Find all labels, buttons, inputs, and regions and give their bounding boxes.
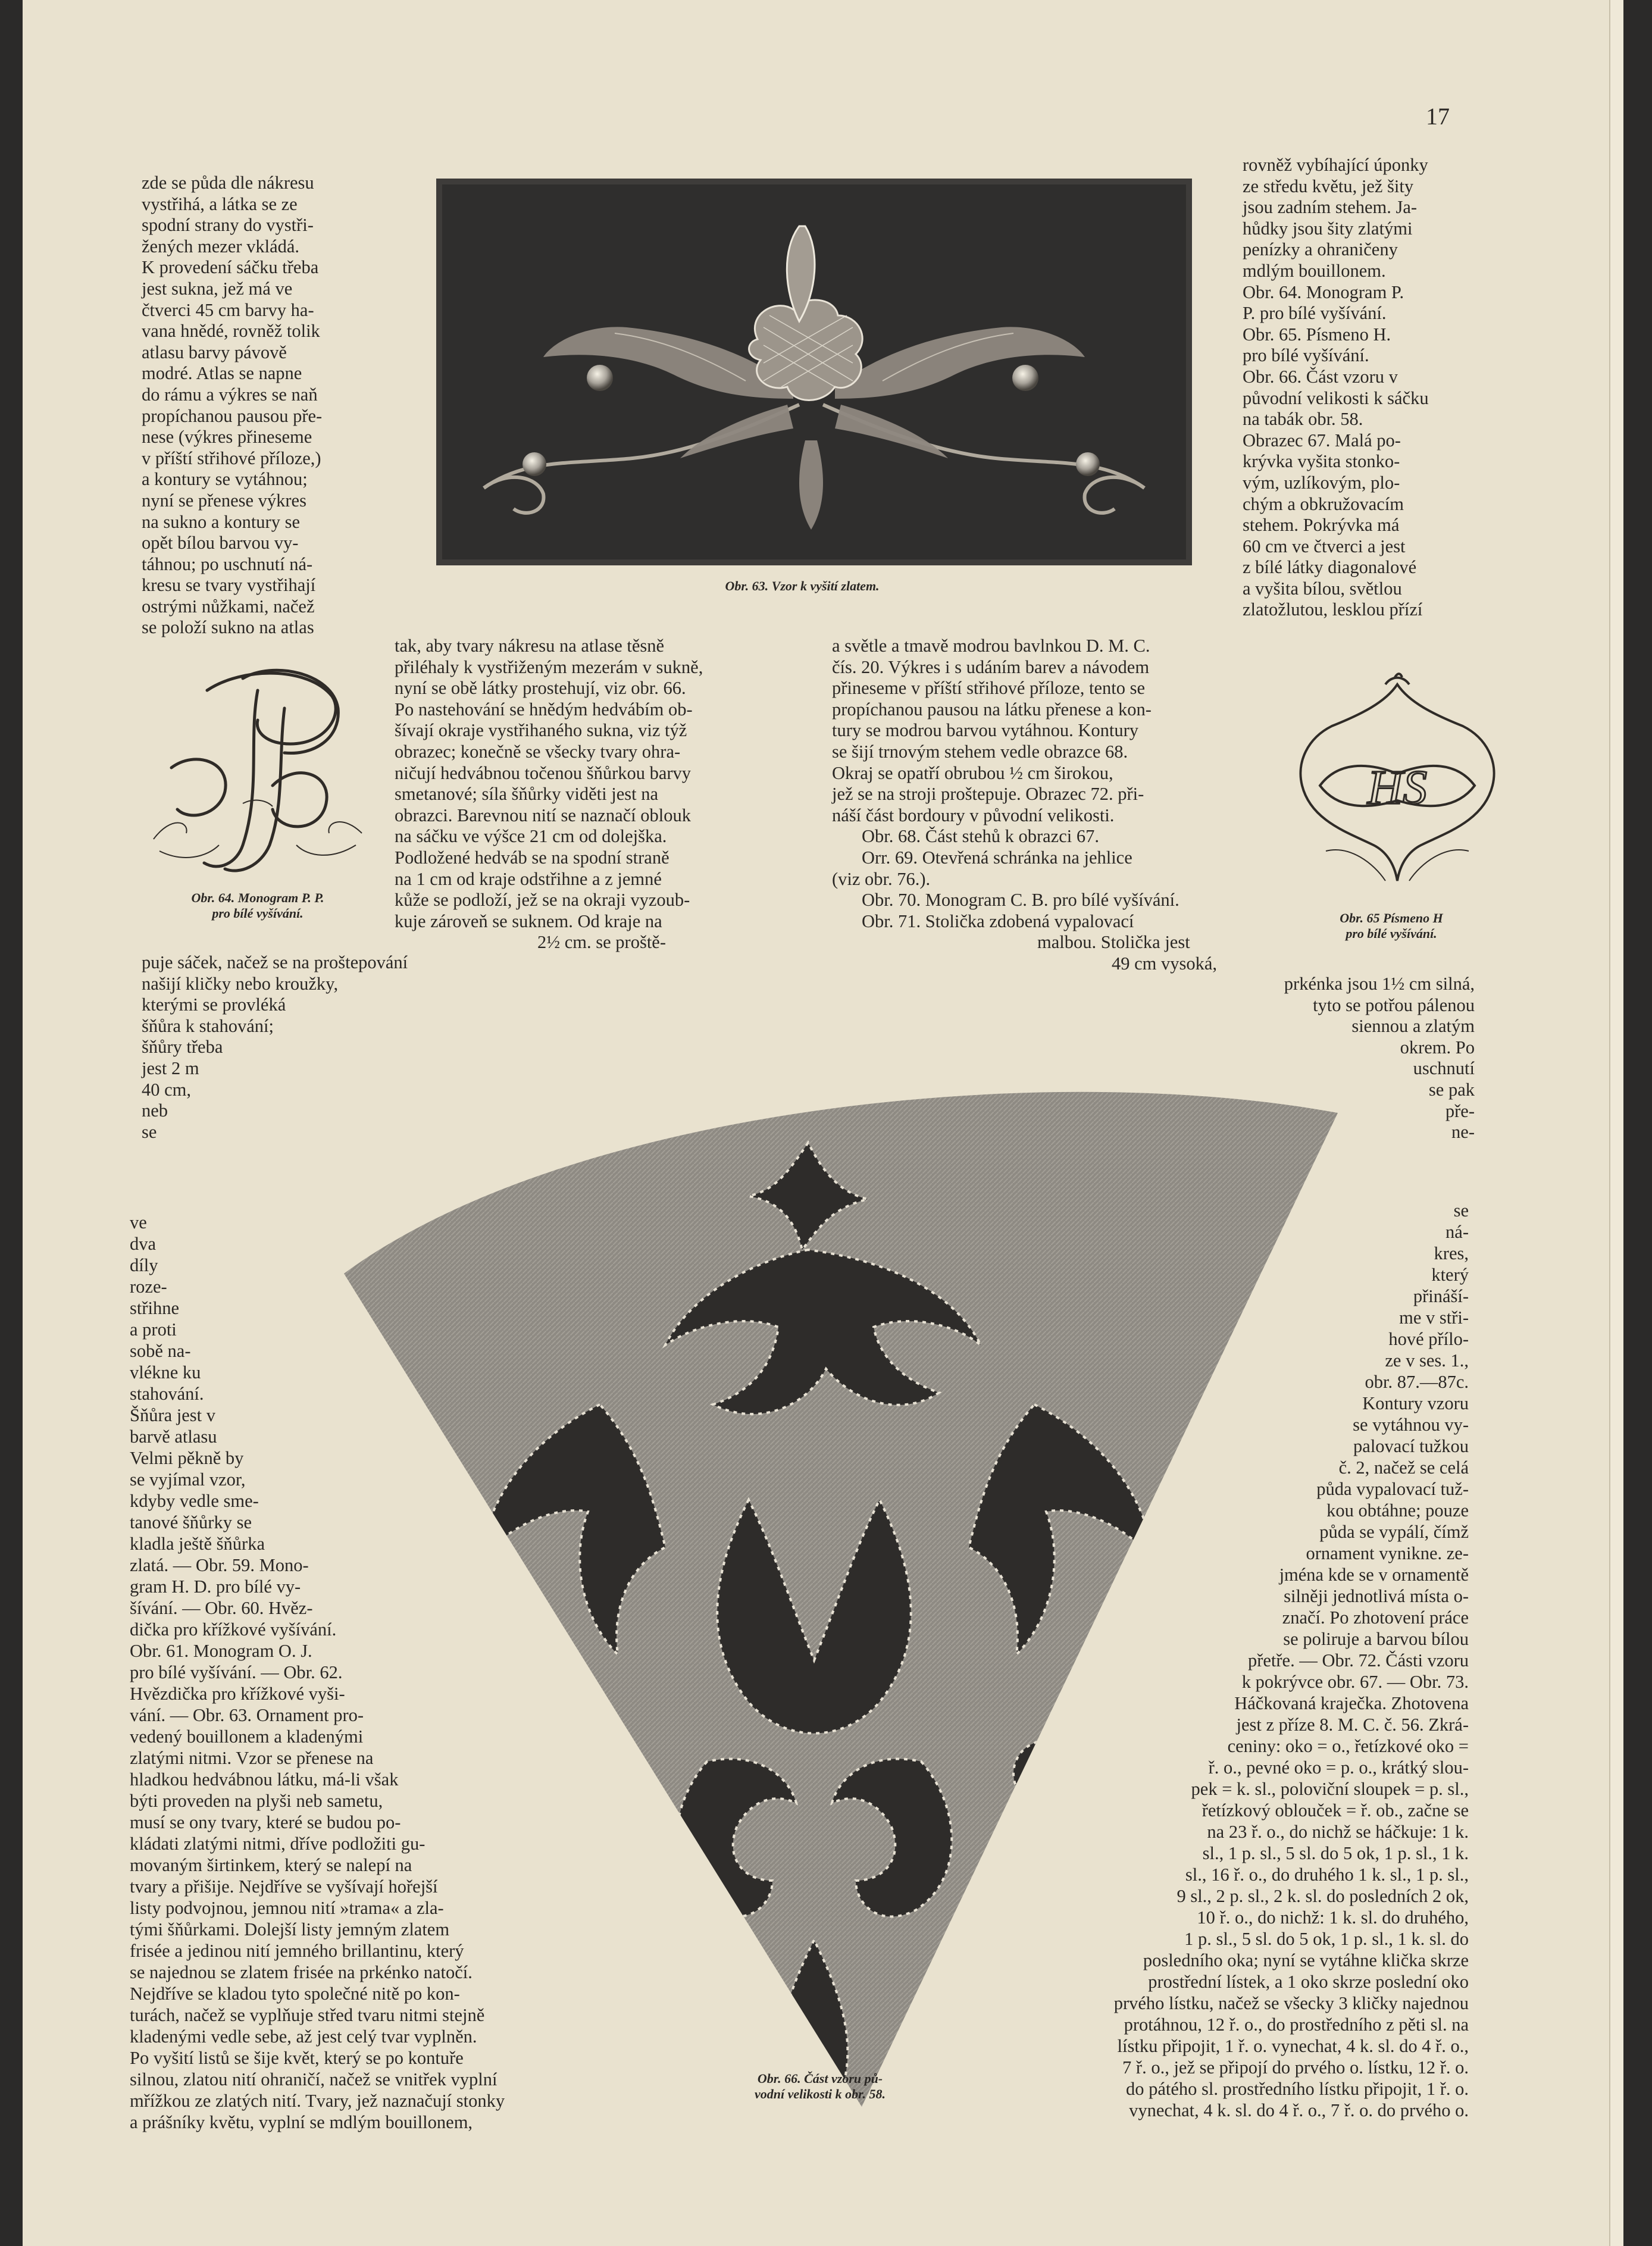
text-line: a prášníky květu, vyplní se mdlým bouillonem, bbox=[130, 2112, 473, 2132]
text-line: sl., 1 p. sl., 5 sl. do 5 ok, 1 p. sl., 1 k. bbox=[1202, 1843, 1469, 1863]
text-line: turách, načež se vyplňuje střed tvaru nitmi stejně bbox=[130, 2005, 485, 2025]
text-line: Šňůra jest v bbox=[130, 1405, 216, 1425]
text-line: vynechat, 4 k. sl. do 4 ř. o., 7 ř. o. do prvého o. bbox=[1129, 2100, 1469, 2120]
text-line: pře- bbox=[1445, 1100, 1475, 1121]
caption-line: Obr. 65 Písmeno H bbox=[1340, 911, 1443, 925]
text-line: kladla ještě šňůrka bbox=[130, 1534, 265, 1554]
text-line: zlatá. — Obr. 59. Mono- bbox=[130, 1555, 309, 1575]
text-line: střihne bbox=[130, 1298, 180, 1318]
text-line: posledního oka; nyní se vytáhne klička skrze bbox=[1143, 1950, 1469, 1970]
text-line: Obr. 70. Monogram C. B. pro bílé vyšívání. bbox=[862, 890, 1179, 911]
text-line: Okraj se opatří obrubou ½ cm širokou, bbox=[832, 762, 1113, 783]
text-line: ze v ses. 1., bbox=[1385, 1350, 1469, 1371]
text-line: na sáčku ve výšce 21 cm od dolejška. bbox=[395, 826, 667, 847]
text-line: Háčkovaná kraječka. Zhotovena bbox=[1234, 1693, 1469, 1713]
text-line: Obr. 66. Část vzoru v bbox=[1243, 366, 1398, 387]
text-line: se položí sukno na atlas bbox=[142, 617, 314, 638]
text-line: hladkou hedvábnou látku, má-li však bbox=[130, 1769, 399, 1790]
text-line: frisée a jedinou nití jemného brillantinu, který bbox=[130, 1941, 464, 1961]
page-number: 17 bbox=[1426, 103, 1450, 130]
text-line: palovací tužkou bbox=[1353, 1436, 1469, 1456]
text-line: na tabák obr. 58. bbox=[1243, 409, 1363, 430]
text-line: mřížkou ze zlatých nití. Tvary, jež naznačují stonky bbox=[130, 2091, 505, 2111]
text-line: kládati zlatými nitmi, dříve podložiti gu- bbox=[130, 1834, 425, 1854]
text-line: ve bbox=[130, 1212, 147, 1233]
text-line: ne- bbox=[1451, 1122, 1475, 1143]
text-line: 7 ř. o., jež se připojí do prvého o. lístku, 12 ř. o. bbox=[1122, 2057, 1469, 2078]
text-line: tyto se potřou pálenou bbox=[1313, 994, 1475, 1015]
text-line: ná- bbox=[1446, 1222, 1469, 1242]
text-line: šívají okraje vystřihaného sukna, viz týž bbox=[395, 720, 687, 741]
text-line: (viz obr. 76.). bbox=[832, 868, 931, 889]
text-line: Hvězdička pro křížkové vyši- bbox=[130, 1684, 345, 1704]
text-line: sl., 16 ř. o., do druhého 1 k. sl., 1 p. sl., bbox=[1185, 1865, 1469, 1885]
text-line: 60 cm ve čtverci a jest bbox=[1243, 536, 1406, 556]
text-line: jež se na stroji proštepuje. Obrazec 72. při- bbox=[832, 784, 1144, 805]
text-line: propíchanou pausou na látku přenese a kon- bbox=[832, 699, 1152, 720]
text-line: se bbox=[1453, 1200, 1469, 1221]
figure-65-caption bbox=[1272, 911, 1510, 941]
text-line: neb bbox=[142, 1100, 168, 1121]
text-line: náší část bordoury v původní velikosti. bbox=[832, 805, 1115, 825]
text-line: Podložené hedváb se na spodní straně bbox=[395, 847, 669, 868]
text-line: zlatými nitmi. Vzor se přenese na bbox=[130, 1748, 374, 1768]
text-line: zlatožlutou, lesklou přízí bbox=[1243, 599, 1423, 620]
text-line: jména kde se v ornamentě bbox=[1279, 1565, 1469, 1585]
text-line: původní velikosti k sáčku bbox=[1243, 387, 1429, 408]
text-line: nyní se přenese výkres bbox=[142, 490, 306, 511]
text-line: malbou. Stolička jest bbox=[1037, 932, 1190, 953]
text-line: půda vypalovací tuž- bbox=[1316, 1479, 1469, 1499]
text-line: se najednou se zlatem frisée na prkénko natočí. bbox=[130, 1962, 473, 1982]
text-line: prkénka jsou 1½ cm silná, bbox=[1284, 974, 1475, 994]
text-line: šňůra k stahování; bbox=[142, 1015, 274, 1036]
text-line: na 23 ř. o., do nichž se háčkuje: 1 k. bbox=[1207, 1822, 1469, 1842]
text-line: ze středu květu, jež šity bbox=[1243, 176, 1414, 196]
text-line: listy podvojnou, jemnou nití »trama« a zla- bbox=[130, 1898, 444, 1918]
text-line: Orr. 69. Otevřená schránka na jehlice bbox=[862, 847, 1132, 868]
text-line: značí. Po zhotovení práce bbox=[1282, 1607, 1469, 1628]
text-line: jest sukna, jež má ve bbox=[142, 278, 293, 299]
figure-64-caption bbox=[133, 890, 383, 921]
text-line: dička pro křížkové vyšívání. bbox=[130, 1619, 337, 1640]
text-line: opět bílou barvou vy- bbox=[142, 533, 299, 553]
text-line: tvary a přišije. Nejdříve se vyšívají hořejší bbox=[130, 1876, 438, 1897]
text-line: 1 p. sl., 5 sl. do 5 ok, 1 p. sl., 1 k. sl. do bbox=[1184, 1929, 1469, 1949]
text-column-right-bottom bbox=[987, 1200, 1469, 2121]
text-line: me v stři- bbox=[1399, 1307, 1469, 1328]
text-line: Velmi pěkně by bbox=[130, 1448, 244, 1468]
text-line: a světle a tmavě modrou bavlnkou D. M. C. bbox=[832, 636, 1150, 656]
text-line: ostrými nůžkami, načež bbox=[142, 596, 315, 617]
magazine-page bbox=[23, 0, 1623, 2246]
text-line: 49 cm vysoká, bbox=[1112, 953, 1218, 974]
caption-line: Obr. 66. Část vzoru pů- bbox=[757, 2071, 883, 2086]
text-line: a vyšita bílou, světlou bbox=[1243, 578, 1402, 599]
text-line: barvě atlasu bbox=[130, 1427, 217, 1447]
text-line: se poliruje a barvou bílou bbox=[1283, 1629, 1469, 1649]
text-line: modré. Atlas se napne bbox=[142, 363, 302, 384]
text-line: do pátého sl. prostředního lístku připojit, 1 ř. o. bbox=[1125, 2079, 1469, 2099]
text-line: Kontury vzoru bbox=[1362, 1393, 1469, 1413]
text-line: prostřední lístek, a 1 oko skrze poslední oko bbox=[1148, 1972, 1469, 1992]
text-line: gram H. D. pro bílé vy- bbox=[130, 1576, 301, 1597]
text-column-left-top bbox=[142, 173, 392, 639]
text-line: sobě na- bbox=[130, 1341, 191, 1361]
text-line: pek = k. sl., poloviční sloupek = p. sl., bbox=[1191, 1779, 1469, 1799]
text-line: k pokrývce obr. 67. — Obr. 73. bbox=[1241, 1672, 1469, 1692]
caption-line: Obr. 64. Monogram P. P. bbox=[191, 890, 324, 905]
text-line: vystřihá, a látka se ze bbox=[142, 193, 298, 214]
text-line: siennou a zlatým bbox=[1351, 1016, 1475, 1037]
text-line: tanové šňůrky se bbox=[130, 1512, 252, 1532]
text-line: řetízkový oblouček = ř. ob., začne se bbox=[1202, 1800, 1469, 1820]
text-line: zde se půda dle nákresu bbox=[142, 173, 314, 193]
text-line: přineseme v příští střihové příloze, tento se bbox=[832, 678, 1145, 699]
text-line: mdlým bouillonem. bbox=[1243, 260, 1386, 281]
text-line: jest 2 m bbox=[142, 1058, 199, 1078]
text-line: vana hnědé, rovněž tolik bbox=[142, 321, 320, 342]
text-line: jsou zadním stehem. Ja- bbox=[1243, 197, 1418, 218]
text-line: propíchanou pausou pře- bbox=[142, 405, 323, 426]
text-line: se pak bbox=[1428, 1079, 1475, 1100]
text-column-right-top bbox=[1243, 155, 1493, 621]
text-line: smetanové; síla šňůrky viděti jest na bbox=[395, 784, 659, 805]
text-line: žených mezer vkládá. bbox=[142, 236, 300, 256]
text-line: K provedení sáčku třeba bbox=[142, 257, 319, 278]
text-line: Obrazec 67. Malá po- bbox=[1243, 430, 1401, 451]
text-line: kuje zároveň se suknem. Od kraje na bbox=[395, 911, 662, 931]
text-line: 40 cm, bbox=[142, 1079, 192, 1100]
text-line: vlékne ku bbox=[130, 1362, 201, 1382]
text-line: ř. o., pevné oko = p. o., krátký slou- bbox=[1208, 1757, 1469, 1778]
text-line: se bbox=[142, 1121, 157, 1142]
text-line: Obr. 65. Písmeno H. bbox=[1243, 324, 1391, 345]
text-line: nyní se obě látky prostehují, viz obr. 66. bbox=[395, 678, 686, 699]
text-line: uschnutí bbox=[1413, 1058, 1475, 1079]
text-line: stehem. Pokrývka má bbox=[1243, 515, 1400, 536]
text-line: kres, bbox=[1434, 1243, 1469, 1263]
text-line: čís. 20. Výkres i s udáním barev a návodem bbox=[832, 656, 1150, 677]
text-line: vedený bouillonem a kladenými bbox=[130, 1726, 364, 1747]
text-line: okrem. Po bbox=[1400, 1037, 1475, 1058]
text-line: který bbox=[1431, 1265, 1469, 1285]
caption-line: vodní velikosti k obr. 58. bbox=[755, 2087, 886, 2101]
text-line: a kontury se vytáhnou; bbox=[142, 469, 308, 490]
text-line: kladenými vedle sebe, až jest celý tvar vyplněn. bbox=[130, 2026, 477, 2047]
text-line: stahování. bbox=[130, 1384, 204, 1404]
text-line: roze- bbox=[130, 1277, 167, 1297]
text-line: na sukno a kontury se bbox=[142, 511, 300, 532]
text-line: se vytáhnou vy- bbox=[1353, 1415, 1469, 1435]
text-column-left-bottom bbox=[130, 1212, 642, 2133]
text-line: na 1 cm od kraje odstřihne a z jemné bbox=[395, 868, 662, 889]
binding-edge bbox=[1609, 0, 1623, 2246]
text-column-middle-b bbox=[832, 636, 1272, 975]
figure-63-caption: Obr. 63. Vzor k vyšití zlatem. bbox=[725, 578, 880, 593]
text-line: kůže se podloží, jež se na okraji vyzoub- bbox=[395, 890, 690, 911]
text-line: dva bbox=[130, 1234, 157, 1254]
text-line: a proti bbox=[130, 1319, 177, 1340]
text-line: movaným širtinkem, který se nalepí na bbox=[130, 1855, 412, 1875]
text-line: tými šňůrkami. Dolejší listy jemným zlatem bbox=[130, 1919, 450, 1940]
text-line: obr. 87.—87c. bbox=[1365, 1372, 1469, 1392]
text-line: P. pro bílé vyšívání. bbox=[1243, 303, 1387, 324]
figure-65-monogram-hs bbox=[1284, 672, 1510, 899]
text-line: Po nastehování se hnědým hedvábím ob- bbox=[395, 699, 693, 720]
text-line: hové přílo- bbox=[1388, 1329, 1469, 1349]
text-line: půda se vypálí, čímž bbox=[1319, 1522, 1469, 1542]
text-line: Obr. 68. Část stehů k obrazci 67. bbox=[862, 826, 1099, 847]
text-line: 2½ cm. se proště- bbox=[537, 932, 666, 953]
text-line: krývka vyšita stonko- bbox=[1243, 451, 1400, 472]
text-line: nese (výkres přineseme bbox=[142, 427, 312, 448]
text-line: protáhnou, 12 ř. o., do prostředního z pěti sl. na bbox=[1124, 2014, 1469, 2035]
figure-66-caption bbox=[701, 2071, 939, 2102]
figure-64-monogram-pp bbox=[136, 655, 386, 887]
text-line: hůdky jsou šity zlatými bbox=[1243, 218, 1413, 239]
text-line: vání. — Obr. 63. Ornament pro- bbox=[130, 1705, 364, 1725]
text-line: do rámu a výkres se naň bbox=[142, 384, 318, 405]
text-line: silnou, zlatou nití ohraničí, načež se vnitřek vyplní bbox=[130, 2069, 498, 2089]
text-line: obrazec; konečně se všecky tvary ohra- bbox=[395, 741, 681, 762]
text-line: čtverci 45 cm barvy ha- bbox=[142, 299, 314, 320]
text-line: Nejdříve se kladou tyto společné nitě po kon- bbox=[130, 1984, 460, 2004]
text-line: jest z příze 8. M. C. č. 56. Zkrá- bbox=[1236, 1715, 1469, 1735]
text-line: kou obtáhne; pouze bbox=[1326, 1500, 1469, 1521]
text-line: ceniny: oko = o., řetízkové oko = bbox=[1227, 1736, 1469, 1756]
text-line: silněji jednotlivá místa o- bbox=[1284, 1586, 1469, 1606]
text-line: Obr. 61. Monogram O. J. bbox=[130, 1641, 312, 1661]
caption-line: pro bílé vyšívání. bbox=[212, 906, 304, 921]
text-line: kterými se provléká bbox=[142, 994, 286, 1015]
text-line: Obr. 64. Monogram P. bbox=[1243, 281, 1404, 302]
text-line: chým a obkružovacím bbox=[1243, 493, 1404, 514]
text-line: tury se modrou barvou vytáhnou. Kontury bbox=[832, 720, 1139, 741]
text-line: 10 ř. o., do nichž: 1 k. sl. do druhého, bbox=[1197, 1907, 1469, 1928]
text-line: puje sáček, načež se na proštepování bbox=[142, 952, 408, 972]
text-line: obrazci. Barevnou nití se naznačí oblouk bbox=[395, 805, 691, 825]
text-line: lístku připojit, 1 ř. o. vynechat, 4 k. sl. do 4 ř. o., bbox=[1117, 2036, 1469, 2056]
text-line: kdyby vedle sme- bbox=[130, 1491, 259, 1511]
text-line: šňůry třeba bbox=[142, 1037, 223, 1058]
text-line: ornament vynikne. ze- bbox=[1306, 1543, 1469, 1563]
text-line: šívání. — Obr. 60. Hvěz- bbox=[130, 1598, 313, 1618]
monogram-letters: HS bbox=[1367, 760, 1428, 814]
text-line: pro bílé vyšívání. bbox=[1243, 345, 1369, 366]
text-line: táhnou; po uschnutí ná- bbox=[142, 553, 313, 574]
text-line: býti proveden na plyši neb sametu, bbox=[130, 1791, 383, 1811]
text-line: přetře. — Obr. 72. Části vzoru bbox=[1247, 1650, 1469, 1671]
text-line: přiléhaly k vystřiženým mezerám v sukně, bbox=[395, 656, 703, 677]
text-line: díly bbox=[130, 1255, 158, 1275]
caption-line: pro bílé vyšívání. bbox=[1346, 926, 1437, 941]
text-line: kresu se tvary vystřihají bbox=[142, 575, 316, 596]
text-line: č. 2, načež se celá bbox=[1338, 1457, 1469, 1478]
text-line: spodní strany do vystři- bbox=[142, 215, 314, 236]
text-line: ničují hedvábnou točenou šňůrkou barvy bbox=[395, 762, 692, 783]
text-line: musí se ony tvary, které se budou po- bbox=[130, 1812, 401, 1832]
text-line: pro bílé vyšívání. — Obr. 62. bbox=[130, 1662, 343, 1682]
text-line: v příští střihové příloze,) bbox=[142, 448, 321, 468]
text-line: Obr. 71. Stolička zdobená vypalovací bbox=[862, 911, 1134, 931]
text-line: atlasu barvy pávově bbox=[142, 342, 287, 362]
text-line: rovněž vybíhající úponky bbox=[1243, 155, 1428, 175]
text-line: se vyjímal vzor, bbox=[130, 1469, 246, 1490]
text-column-middle-a bbox=[395, 636, 802, 953]
text-line: vým, uzlíkovým, plo- bbox=[1243, 472, 1400, 493]
text-line: našijí kličky nebo kroužky, bbox=[142, 973, 339, 994]
text-line: Po vyšití listů se šije květ, který se po kontuře bbox=[130, 2048, 464, 2068]
text-line: přináší- bbox=[1413, 1286, 1469, 1306]
text-line: prvého lístku, načež se všecky 3 kličky najednou bbox=[1113, 1993, 1469, 2013]
figure-63-embroidery-photo bbox=[436, 179, 1192, 565]
text-line: z bílé látky diagonalové bbox=[1243, 557, 1417, 578]
text-line: penízky a ohraničeny bbox=[1243, 239, 1398, 260]
text-line: tak, aby tvary nákresu na atlase těsně bbox=[395, 636, 665, 656]
text-line: se šijí trnovým stehem vedle obrazce 68. bbox=[832, 741, 1128, 762]
text-line: 9 sl., 2 p. sl., 2 k. sl. do posledních 2 ok, bbox=[1177, 1886, 1469, 1906]
